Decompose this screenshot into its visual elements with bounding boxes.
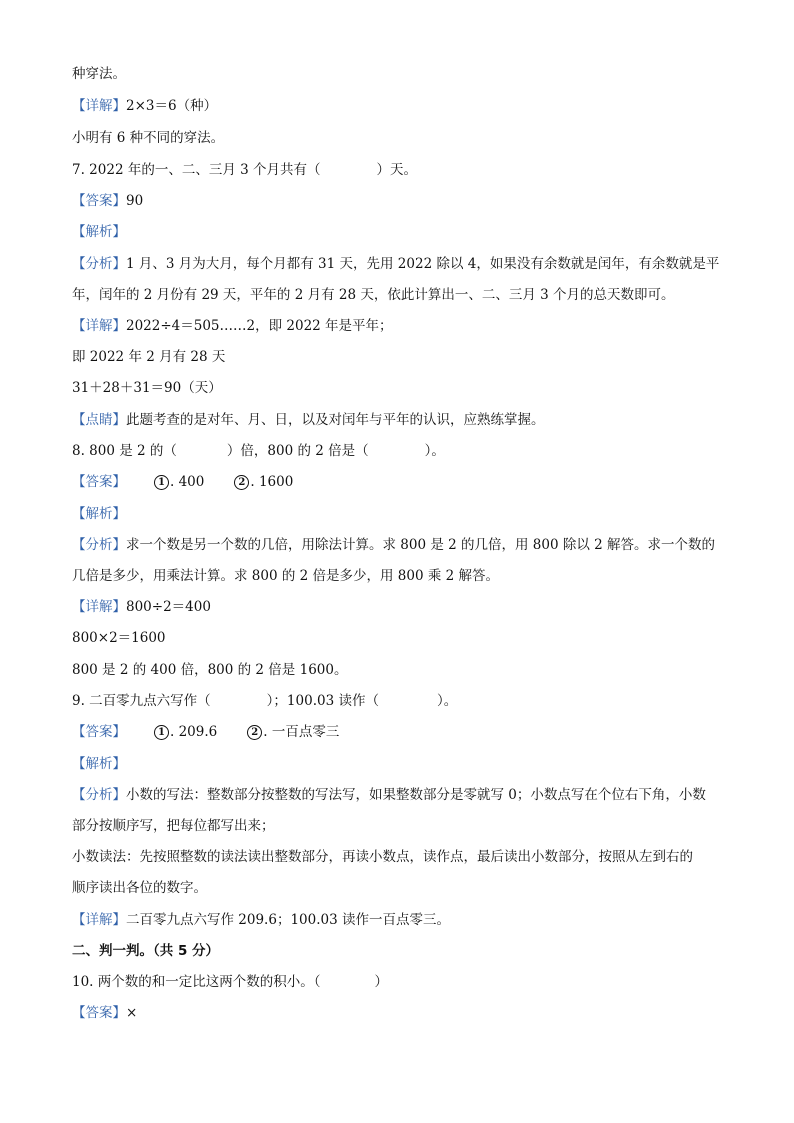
answer-value: . 1600: [250, 474, 294, 490]
text: 小数的写法：整数部分按整数的写法写，如果整数部分是零就写 0；小数点写在个位右下角，小数: [126, 787, 706, 803]
text-line: [72, 878, 724, 898]
analysis-heading: [72, 504, 724, 524]
answer-value: . 400: [170, 474, 205, 490]
question-text: ）天。: [376, 162, 417, 178]
answer-tag: 【答案】: [72, 193, 126, 209]
analysis-line: [72, 535, 724, 555]
comment-tag: 【点睛】: [72, 412, 126, 428]
answer-value: 90: [126, 193, 144, 209]
text: 1 月、3 月为大月，每个月都有 31 天，先用 2022 除以 4，如果没有余数就是闰年，有余数就是平: [126, 256, 720, 272]
text: 年，闰年的 2 月份有 29 天，平年的 2 月有 28 天，依此计算出一、二、三月 3 个月的总天数即可。: [72, 287, 675, 303]
answer-value: . 209.6: [170, 724, 218, 740]
text-line: [72, 566, 724, 586]
detail-tag: 【详解】: [72, 98, 126, 114]
detail-tag: 【详解】: [72, 599, 126, 615]
analysis-line: [72, 785, 724, 805]
text-line: [72, 660, 724, 680]
text: 种穿法。: [72, 66, 126, 82]
question-text: ）倍，800 的 2 倍是（: [226, 443, 369, 459]
text: 800÷2＝400: [126, 599, 211, 615]
detail-line: [72, 910, 724, 930]
question-text: 9. 二百零九点六写作（: [72, 693, 211, 709]
question-7: [72, 160, 724, 180]
text: 几倍是多少，用乘法计算。求 800 的 2 倍是多少，用 800 乘 2 解答。: [72, 568, 500, 584]
text: 2022÷4＝505……2，即 2022 年是平年；: [126, 318, 393, 334]
answer-line: [72, 472, 724, 492]
text: 800×2＝1600: [72, 630, 166, 646]
text-line: [72, 64, 724, 84]
analysis-heading: [72, 222, 724, 242]
section-heading: [72, 941, 724, 961]
question-text: ）。: [424, 443, 445, 459]
detail-line: [72, 597, 724, 617]
answer-value: . 一百点零三: [263, 724, 340, 740]
text: 2×3＝6（种）: [126, 98, 218, 114]
answer-value: ×: [126, 1005, 138, 1021]
detail-line: [72, 96, 724, 116]
question-9: [72, 691, 724, 711]
text-line: [72, 347, 724, 367]
question-8: [72, 441, 724, 461]
text-line: [72, 816, 724, 836]
analysis-line: [72, 254, 724, 274]
analysis-tag: 【解析】: [72, 224, 126, 240]
text: 800 是 2 的 400 倍，800 的 2 倍是 1600。: [72, 662, 348, 678]
text: 顺序读出各位的数字。: [72, 880, 207, 896]
text-line: [72, 285, 724, 305]
detail-tag: 【详解】: [72, 912, 126, 928]
circled-number-1: 1: [154, 725, 169, 740]
analysis-heading: [72, 754, 724, 774]
answer-line: [72, 1003, 724, 1023]
circled-number-2: 2: [234, 475, 249, 490]
text: 二百零九点六写作 209.6；100.03 读作一百点零三。: [126, 912, 450, 928]
question-text: ）；100.03 读作（: [266, 693, 379, 709]
analysis-tag: 【解析】: [72, 506, 126, 522]
question-text: 7. 2022 年的一、二、三月 3 个月共有（: [72, 162, 321, 178]
question-text: 10. 两个数的和一定比这两个数的积小。（: [72, 974, 321, 990]
detail-line: [72, 316, 724, 336]
text: 求一个数是另一个数的几倍，用除法计算。求 800 是 2 的几倍，用 800 除以 2 解答。求一个数的: [126, 537, 716, 553]
question-10: [72, 972, 724, 992]
analysis-tag: 【分析】: [72, 256, 126, 272]
answer-line: [72, 191, 724, 211]
question-text: ）: [374, 974, 389, 990]
comment-line: [72, 410, 724, 430]
circled-number-2: 2: [247, 725, 262, 740]
section-title: 二、判一判。（共 5 分）: [72, 943, 220, 959]
question-text: 8. 800 是 2 的（: [72, 443, 177, 459]
analysis-tag: 【分析】: [72, 787, 126, 803]
text: 小数读法：先按照整数的读法读出整数部分，再读小数点，读作点，最后读出小数部分，按照从左到右的: [72, 849, 693, 865]
text: 31＋28＋31＝90（天）: [72, 380, 222, 396]
analysis-tag: 【分析】: [72, 537, 126, 553]
circled-number-1: 1: [154, 475, 169, 490]
answer-tag: 【答案】: [72, 724, 126, 740]
text-line: [72, 378, 724, 398]
text: 此题考查的是对年、月、日，以及对闰年与平年的认识，应熟练掌握。: [126, 412, 545, 428]
analysis-tag: 【解析】: [72, 756, 126, 772]
answer-line: [72, 722, 724, 742]
text-line: [72, 128, 724, 148]
text: 即 2022 年 2 月有 28 天: [72, 349, 226, 365]
text: 小明有 6 种不同的穿法。: [72, 130, 225, 146]
answer-tag: 【答案】: [72, 1005, 126, 1021]
text-line: [72, 847, 724, 867]
answer-tag: 【答案】: [72, 474, 126, 490]
detail-tag: 【详解】: [72, 318, 126, 334]
text-line: [72, 628, 724, 648]
text: 部分按顺序写，把每位都写出来；: [72, 818, 275, 834]
question-text: ）。: [436, 693, 458, 709]
